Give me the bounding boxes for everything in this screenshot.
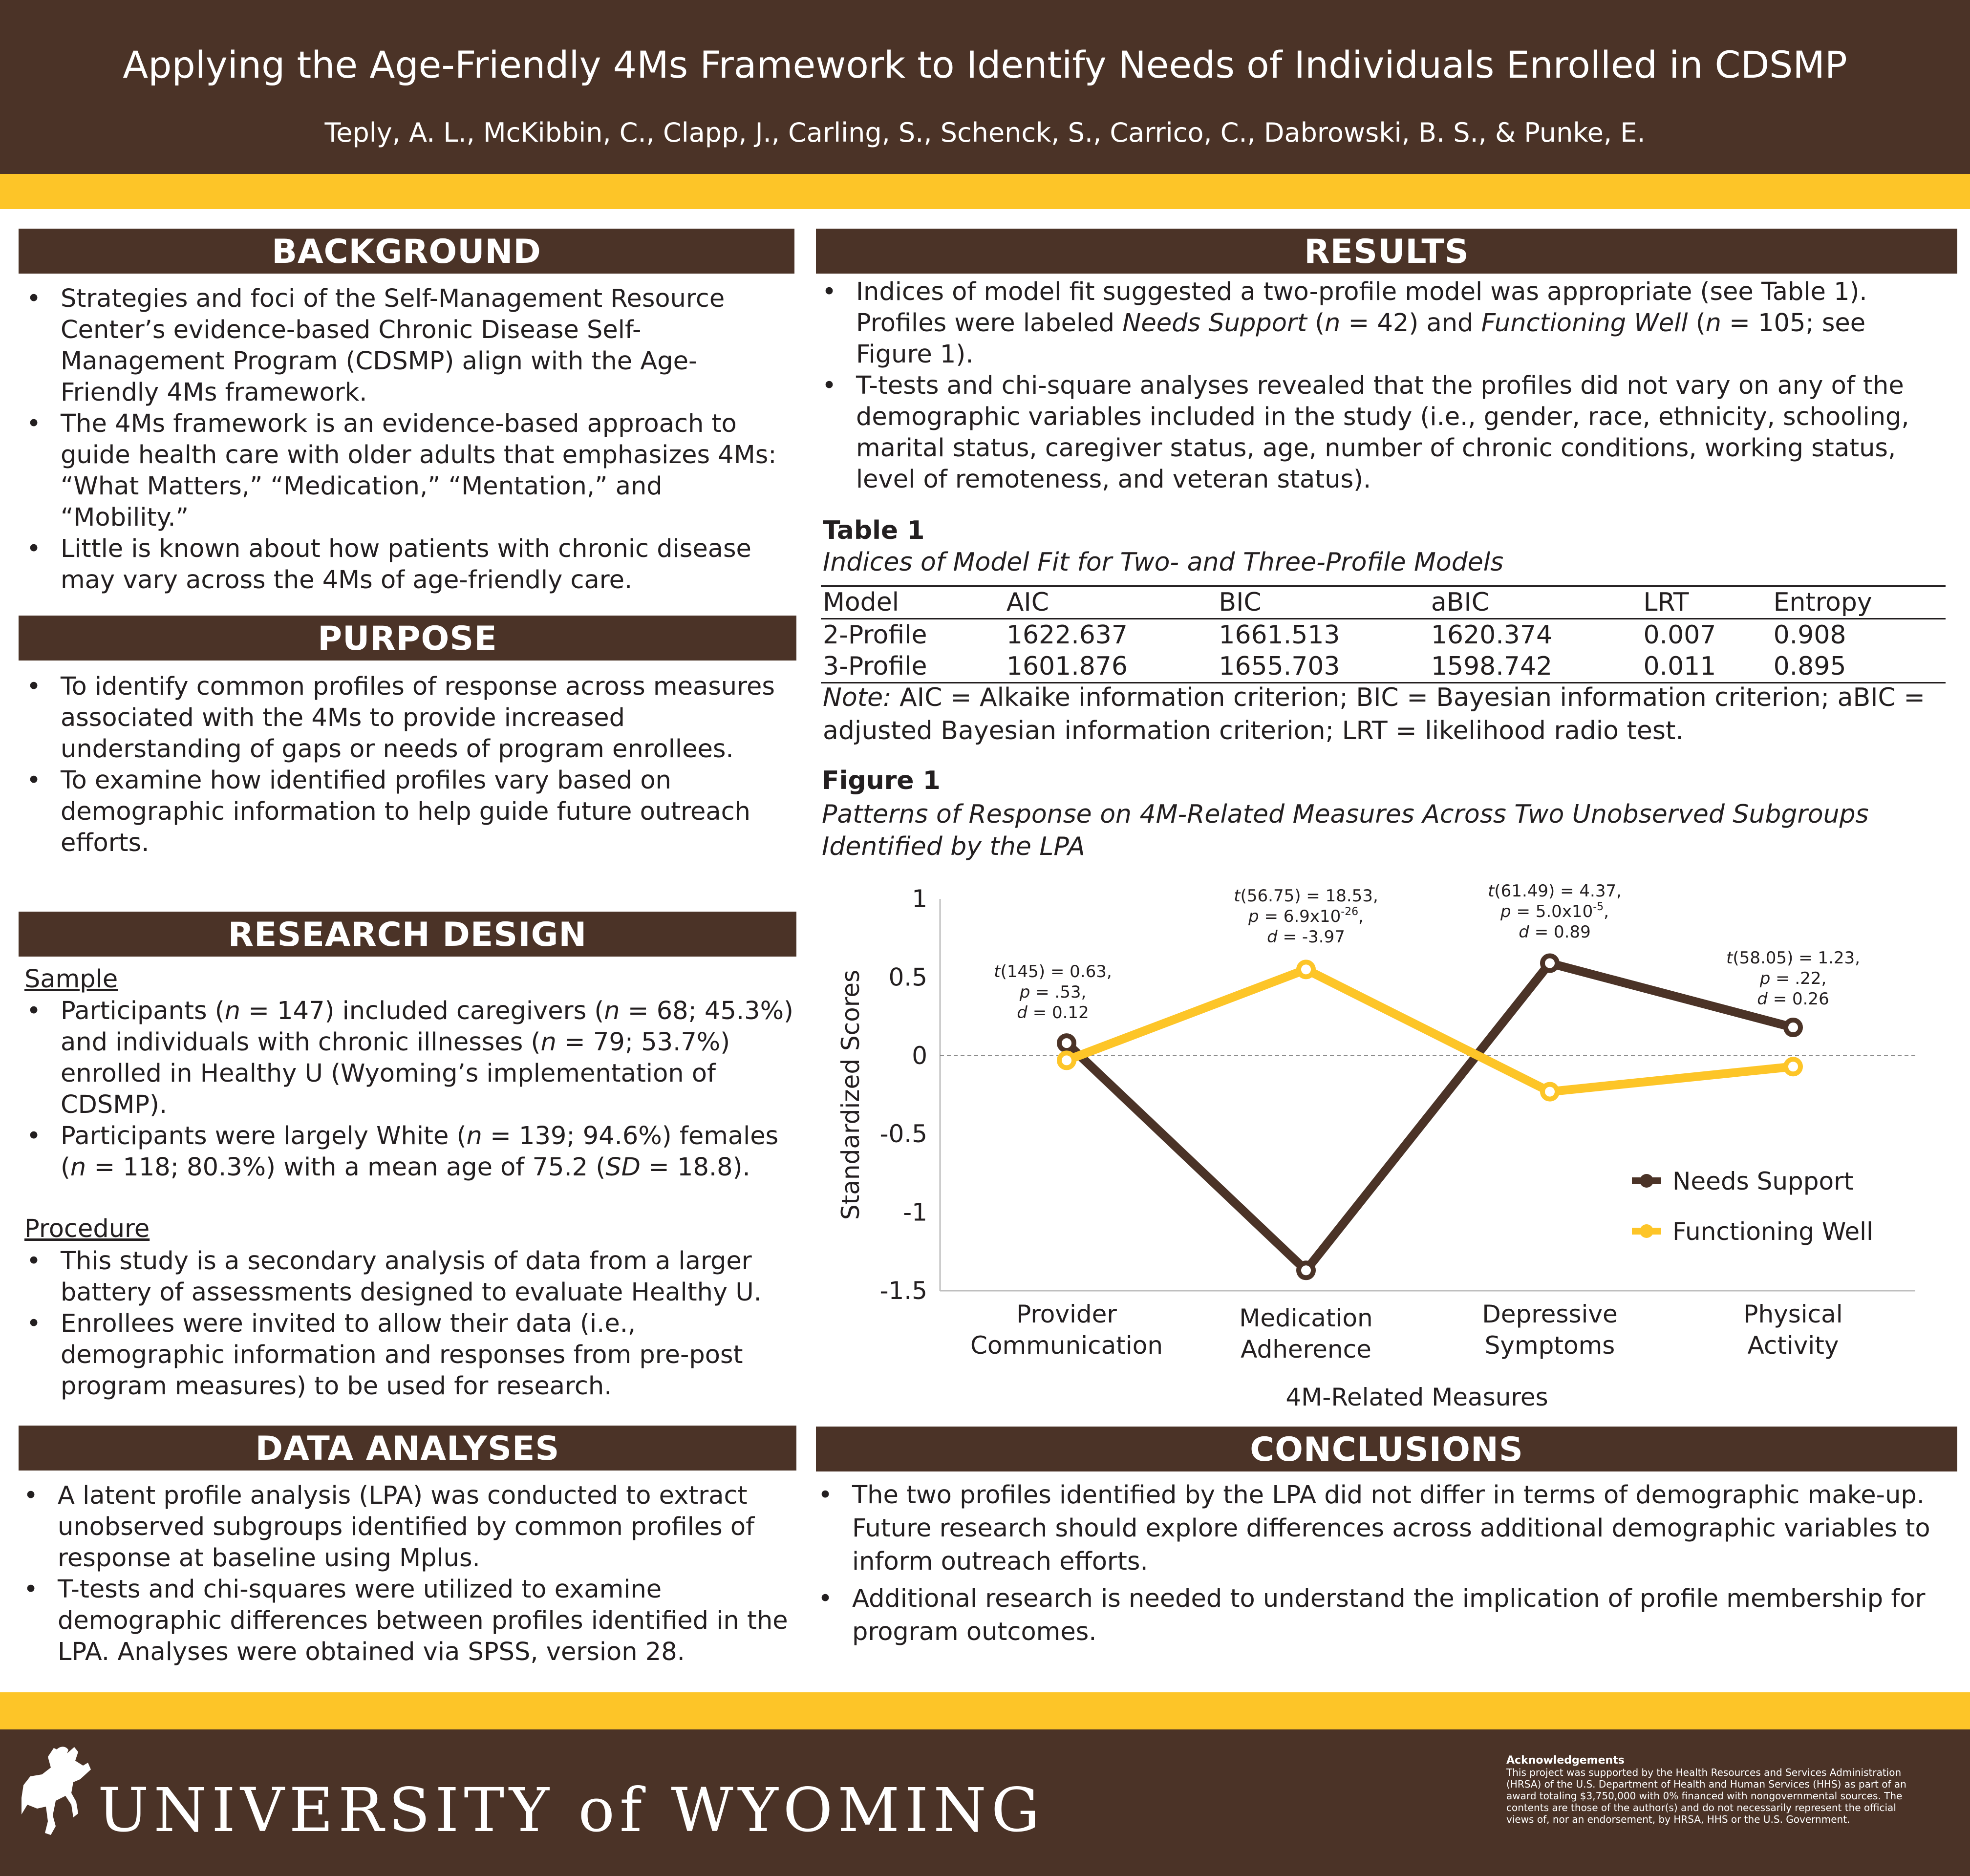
annotation-test-stat: t(61.49) = 4.37,: [1488, 881, 1622, 901]
legend-label-functioning-well: Functioning Well: [1672, 1217, 1873, 1246]
gold-stripe-bottom: [0, 1692, 1970, 1729]
table-note: Note: AIC = Alkaike information criterion; BIC = Bayesian information criterion; aBIC = adjusted Bayesian information criterion; LRT = likelihood radio test.: [823, 683, 1925, 746]
figure-caption: Patterns of Response on 4M-Related Measures Across Two Unobserved Subgroups Identified by the LPA: [822, 800, 1869, 861]
significance-annotation: [1726, 948, 1860, 1009]
university-wordmark: UNIVERSITY of WYOMING: [98, 1775, 1045, 1846]
data-point-functioning-well: [1299, 962, 1313, 977]
table-row: [821, 651, 1946, 683]
y-tick-label: -0.5: [879, 1120, 927, 1149]
data-point-needs-support: [1542, 956, 1557, 971]
table-cell: 1655.703: [1219, 652, 1340, 681]
data-point-functioning-well: [1542, 1085, 1557, 1099]
x-tick-label: Activity: [1747, 1331, 1839, 1360]
x-tick-label: Provider: [1016, 1300, 1117, 1328]
table-label: Table 1: [823, 516, 925, 545]
column-header: Entropy: [1773, 588, 1872, 617]
y-tick-label: 0: [912, 1041, 927, 1070]
data-point-needs-support: [1059, 1036, 1074, 1050]
conclusions-list: [811, 1479, 1949, 1649]
results-list: [815, 277, 1949, 495]
y-tick-label: -1.5: [879, 1277, 927, 1305]
x-tick-label: Adherence: [1241, 1335, 1371, 1364]
analyses-bullet: • A latent profile analysis (LPA) was conducted to extract unobserved subgroups identified by common profiles of response at baseline using Mplus.: [17, 1480, 796, 1574]
figure-label: Figure 1: [822, 766, 941, 795]
x-tick-label: Symptoms: [1484, 1331, 1615, 1360]
data-point-functioning-well: [1786, 1059, 1800, 1074]
acknowledgements-text: This project was supported by the Health Resources and Services Administration (HRSA) of the U.S. Department of Health and Human Services (HHS) as part of an award totaling $3,750,000 with 0% financed with nongovernmental sources. The contents are those of the author(s) and do not necessarily represent the official views of, nor an endorsement, by HRSA, HHS or the U.S. Government.: [1506, 1767, 1906, 1825]
legend-marker-functioning-well: [1640, 1224, 1653, 1238]
column-header: aBIC: [1431, 588, 1490, 617]
data-point-needs-support: [1299, 1263, 1313, 1278]
results-bullet: • Indices of model fit suggested a two-profile model was appropriate (see Table 1). Profiles were labeled Needs Support (n = 42) and Functioning Well (n = 105; see Figure 1).: [815, 277, 1949, 370]
significance-annotation: [994, 962, 1112, 1023]
table-cell: 3-Profile: [823, 652, 927, 681]
annotation-p-value: $p = 5.0x10^{-5}$,: [1500, 901, 1609, 921]
column-header: LRT: [1643, 588, 1689, 617]
conclusions-bullet: • The two profiles identified by the LPA did not differ in terms of demographic make-up. Future research should explore differences across additional demographic variables to inform outreach efforts.: [811, 1479, 1949, 1578]
analyses-list: [17, 1480, 796, 1668]
annotation-p-value: $p = 6.9x10^{-26}$,: [1248, 906, 1364, 926]
authors-line: Teply, A. L., McKibbin, C., Clapp, J., Carling, S., Schenck, S., Carrico, C., Dabrowski, B. S., & Punke, E.: [324, 117, 1646, 148]
bucking-horse-logo-icon: [21, 1744, 100, 1859]
data-point-needs-support: [1786, 1020, 1800, 1035]
x-tick-label: Depressive: [1482, 1300, 1618, 1328]
purpose-bullet: • To identify common profiles of response across measures associated with the 4Ms to provide increased understanding of gaps or needs of program enrollees.: [20, 671, 796, 765]
table-cell: 1622.637: [1006, 620, 1128, 650]
sample-bullet: • Participants were largely White (n = 139; 94.6%) females (n = 118; 80.3%) with a mean age of 75.2 (SD = 18.8).: [20, 1121, 796, 1183]
procedure-bullet: • Enrollees were invited to allow their data (i.e., demographic information and responses from pre-post program measures) to be used for research.: [20, 1308, 796, 1402]
procedure-subheading: Procedure: [24, 1215, 150, 1243]
x-tick-label: Communication: [970, 1331, 1163, 1360]
y-tick-label: -1: [903, 1198, 927, 1227]
annotation-test-stat: t(145) = 0.63,: [994, 962, 1112, 981]
table-header-row: [821, 586, 1946, 619]
conclusions-bullet: • Additional research is needed to understand the implication of profile membership for program outcomes.: [811, 1582, 1949, 1649]
research-design-heading: RESEARCH DESIGN: [19, 912, 796, 957]
sample-bullet: • Participants (n = 147) included caregivers (n = 68; 45.3%) and individuals with chronic illnesses (n = 79; 53.7%) enrolled in Healthy U (Wyoming’s implementation of CDSMP).: [20, 996, 796, 1121]
legend-label-needs-support: Needs Support: [1672, 1167, 1854, 1195]
table-cell: 0.908: [1773, 620, 1846, 650]
poster-title: Applying the Age-Friendly 4Ms Framework to Identify Needs of Individuals Enrolled in CDSMP: [123, 43, 1847, 86]
annotation-effect-size: d = 0.26: [1757, 989, 1829, 1009]
annotation-effect-size: d = 0.89: [1519, 922, 1591, 942]
table-cell: 2-Profile: [823, 620, 927, 650]
data-point-functioning-well: [1059, 1053, 1074, 1067]
annotation-effect-size: d = -3.97: [1267, 927, 1345, 947]
table-cell: 0.011: [1643, 652, 1716, 681]
line-chart: [826, 870, 1949, 1412]
purpose-bullet: • To examine how identified profiles vary based on demographic information to help guide future outreach efforts.: [20, 765, 796, 859]
column-header: Model: [823, 588, 899, 617]
column-header: AIC: [1006, 588, 1049, 617]
background-list: [20, 283, 792, 596]
x-axis-label: 4M-Related Measures: [1285, 1383, 1548, 1411]
chart-legend: [1632, 1167, 1873, 1246]
model-fit-table: [821, 585, 1946, 683]
table-row: [821, 619, 1946, 651]
y-tick-label: 1: [912, 885, 927, 913]
results-heading: RESULTS: [816, 229, 1957, 274]
x-tick-label: Medication: [1239, 1304, 1373, 1332]
x-tick-label: Physical: [1743, 1300, 1843, 1328]
acknowledgements: [1506, 1755, 1912, 1825]
table-cell: 1620.374: [1431, 620, 1553, 650]
procedure-bullet: • This study is a secondary analysis of data from a larger battery of assessments designed to evaluate Healthy U.: [20, 1246, 796, 1308]
table-cell: 0.895: [1773, 652, 1846, 681]
table-caption: Indices of Model Fit for Two- and Three-Profile Models: [823, 548, 1504, 577]
annotation-test-stat: t(56.75) = 18.53,: [1234, 886, 1378, 906]
background-bullet: • Strategies and foci of the Self-Management Resource Center’s evidence-based Chronic Disease Self-Management Program (CDSMP) align with the Age-Friendly 4Ms framework.: [20, 283, 792, 408]
data-analyses-heading: DATA ANALYSES: [19, 1426, 796, 1471]
background-heading: BACKGROUND: [19, 229, 794, 274]
background-bullet: • The 4Ms framework is an evidence-based approach to guide health care with older adults that emphasizes 4Ms: “What Matters,” “Medication,” “Mentation,” and “Mobility.”: [20, 408, 792, 533]
significance-annotation: [1488, 881, 1622, 942]
table-cell: 0.007: [1643, 620, 1716, 650]
legend-marker-needs-support: [1640, 1174, 1653, 1188]
gold-stripe-top: [0, 174, 1970, 209]
purpose-heading: PURPOSE: [19, 616, 796, 661]
annotation-effect-size: d = 0.12: [1017, 1003, 1089, 1023]
column-header: BIC: [1219, 588, 1262, 617]
purpose-list: [20, 671, 796, 859]
sample-subheading: Sample: [24, 965, 118, 994]
table-cell: 1598.742: [1431, 652, 1553, 681]
series-line-functioning-well: [1067, 969, 1793, 1091]
procedure-list: [20, 1246, 796, 1402]
conclusions-heading: CONCLUSIONS: [816, 1427, 1957, 1471]
annotation-p-value: p = .22,: [1759, 969, 1827, 988]
analyses-bullet: • T-tests and chi-squares were utilized to examine demographic differences between profiles identified in the LPA. Analyses were obtained via SPSS, version 28.: [17, 1574, 796, 1668]
acknowledgements-heading: Acknowledgements: [1506, 1754, 1625, 1767]
table-cell: 1661.513: [1219, 620, 1340, 650]
table-cell: 1601.876: [1006, 652, 1128, 681]
y-tick-label: 0.5: [888, 963, 927, 992]
significance-annotation: [1234, 886, 1378, 947]
background-bullet: • Little is known about how patients with chronic disease may vary across the 4Ms of age-friendly care.: [20, 533, 792, 596]
annotation-p-value: p = .53,: [1019, 982, 1087, 1002]
y-axis-label: Standardized Scores: [836, 969, 865, 1220]
sample-list: [20, 996, 796, 1183]
results-bullet: • T-tests and chi-square analyses revealed that the profiles did not vary on any of the demographic variables included in the study (i.e., gender, race, ethnicity, schooling, marital status, caregiver status, age, number of chronic conditions, working status, level of remoteness, and veteran status).: [815, 370, 1949, 495]
annotation-test-stat: t(58.05) = 1.23,: [1726, 948, 1860, 968]
